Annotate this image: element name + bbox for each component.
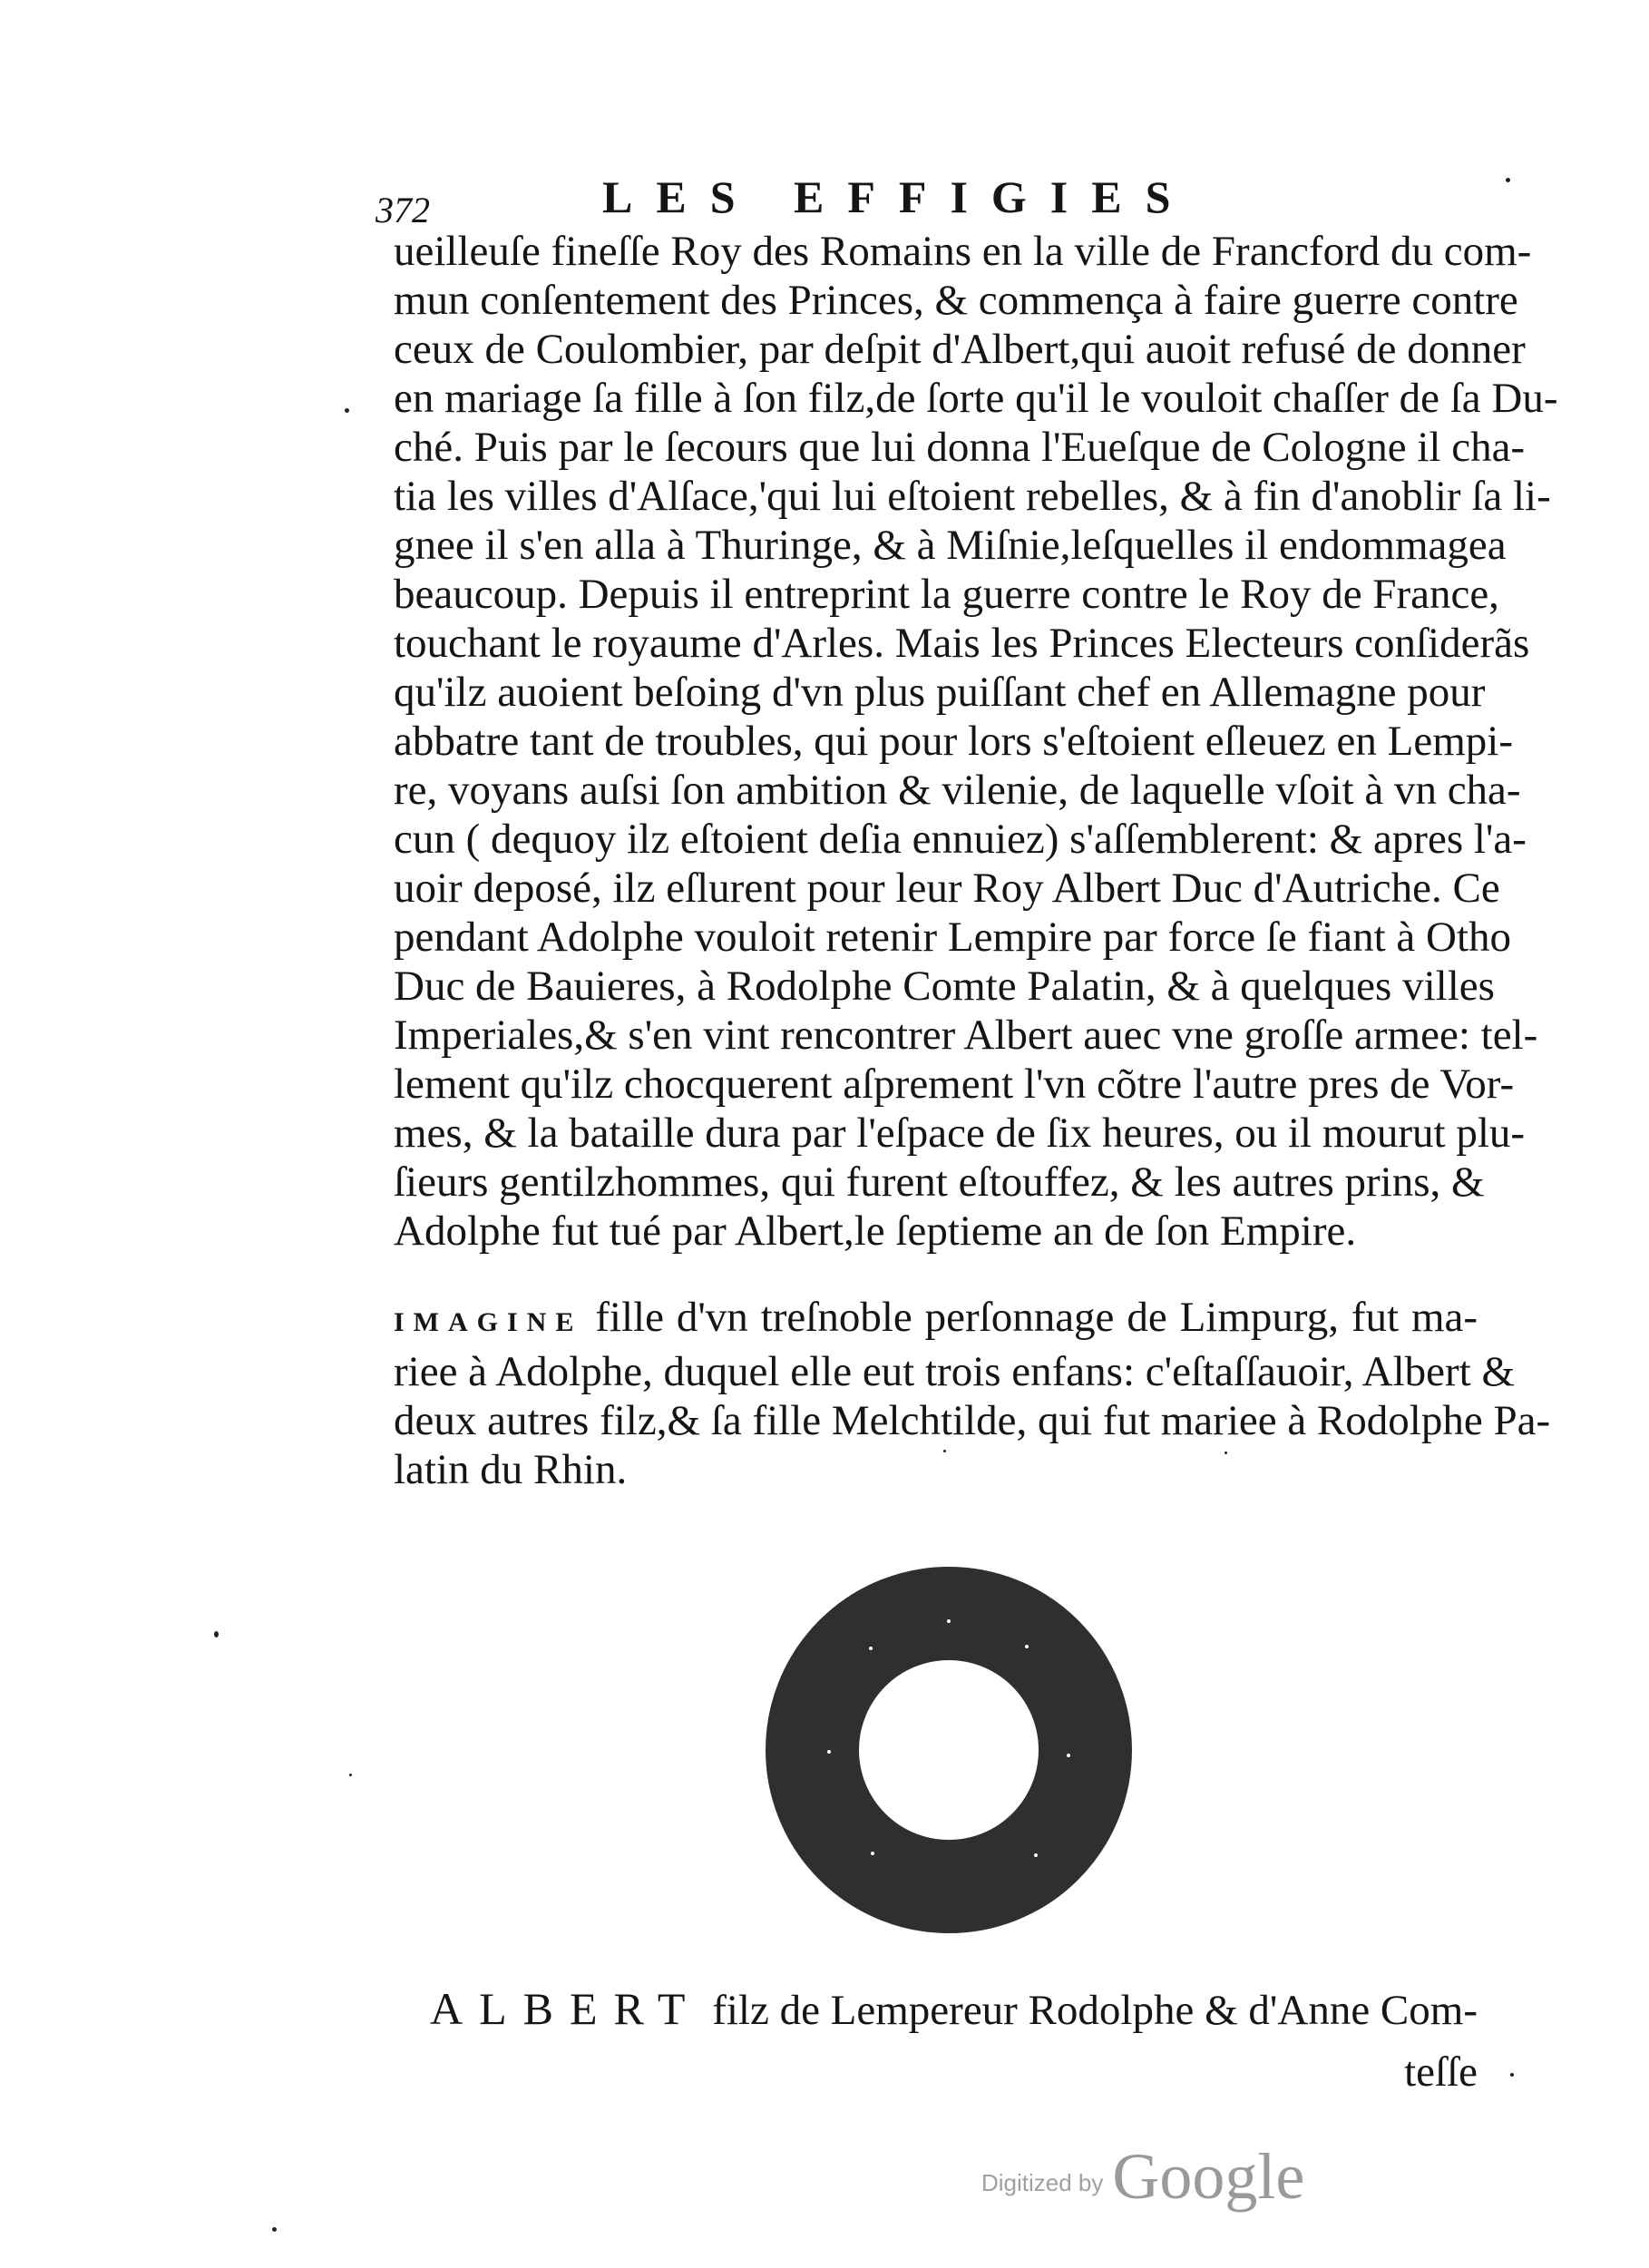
ink-speck <box>214 1631 219 1637</box>
text-line: qu'ilz auoient beſoing d'vn plus puiſſant chef en Allemagne pour <box>394 669 1486 716</box>
paragraph-imagine <box>394 1293 1551 1494</box>
text-line: latin du Rhin. <box>394 1446 628 1493</box>
text-line: Adolphe fut tué par Albert,le ſeptieme an de ſon Empire. <box>394 1207 1357 1255</box>
lead-word: IMAGINE <box>394 1307 583 1337</box>
text-line: Duc de Bauieres, à Rodolphe Comte Palatin, & à quelques villes <box>394 963 1495 1010</box>
ink-speck <box>349 1774 352 1776</box>
text-line: en mariage ſa fille à ſon filz,de ſorte qu'il le vouloit chaſſer de ſa Du- <box>394 375 1558 422</box>
text-line: touchant le royaume d'Arles. Mais les Princes Electeurs conſiderãs <box>394 620 1530 667</box>
text-line: pendant Adolphe vouloit retenir Lempire par force ſe fiant à Otho <box>394 914 1512 961</box>
text-line: cun ( dequoy ilz eſtoient deſia ennuiez) s'aſſemblerent: & apres l'a- <box>394 816 1527 863</box>
ink-speck <box>272 2227 277 2232</box>
portrait-medallion <box>764 1565 1134 1935</box>
ink-speck <box>1510 2073 1514 2077</box>
digitized-watermark <box>981 2139 1304 2214</box>
ink-speck <box>345 408 349 413</box>
text-line: lement qu'ilz chocquerent aſprement l'vn cõtre l'autre pres de Vor- <box>394 1061 1515 1108</box>
ink-speck <box>1225 1452 1227 1454</box>
caption-text: filz de Lempereur Rodolphe & d'Anne Com- <box>712 1987 1478 2034</box>
watermark-prefix: Digitized by <box>981 2169 1104 2196</box>
text-line: riee à Adolphe, duquel elle eut trois enfans: c'eſtaſſauoir, Albert & <box>394 1348 1516 1395</box>
text-line: Imperiales,& s'en vint rencontrer Albert auec vne groſſe armee: tel- <box>394 1012 1538 1059</box>
text-line: abbatre tant de troubles, qui pour lors s'eſtoient eſleuez en Lempi- <box>394 718 1513 765</box>
text-line: ceux de Coulombier, par deſpit d'Albert,qui auoit refusé de donner <box>394 326 1526 373</box>
ink-speck <box>943 1450 946 1452</box>
text-line: beaucoup. Depuis il entreprint la guerre contre le Roy de France, <box>394 571 1499 618</box>
running-title: LES EFFIGIES <box>602 171 1195 222</box>
page-number: 372 <box>376 190 430 230</box>
text-line: mun conſentement des Princes, & commença à faire guerre contre <box>394 277 1518 324</box>
watermark-brand: Google <box>1112 2140 1305 2213</box>
text-line: gnee il s'en alla à Thuringe, & à Miſnie,leſquelles il endommagea <box>394 522 1507 569</box>
text-line-first <box>394 1293 1478 1347</box>
medallion-blank-center <box>859 1660 1039 1840</box>
text-line: ché. Puis par le ſecours que lui donna l'Eueſque de Cologne il cha- <box>394 424 1526 471</box>
text-line: mes, & la bataille dura par l'eſpace de ſix heures, ou il mourut plu- <box>394 1110 1526 1157</box>
text-line: uoir deposé, ilz eſlurent pour leur Roy Albert Duc d'Autriche. Ce <box>394 865 1500 912</box>
paragraph-adolphe <box>394 227 1558 1256</box>
text-line: ueilleuſe fineſſe Roy des Romains en la ville de Francford du com- <box>394 228 1532 275</box>
text-line: re, voyans auſsi ſon ambition & vilenie, de laquelle vſoit à vn cha- <box>394 767 1521 814</box>
caption-lead-word: ALBERT <box>430 1983 702 2034</box>
text-line: ſieurs gentilzhommes, qui furent eſtouffez, & les autres prins, & <box>394 1158 1485 1206</box>
portrait-caption <box>430 1978 1478 2103</box>
text-run: fille d'vn treſnoble perſonnage de Limpurg, fut ma- <box>595 1294 1478 1341</box>
text-line: tia les villes d'Alſace,'qui lui eſtoient rebelles, & à fin d'anoblir ſa li- <box>394 473 1551 520</box>
page-header <box>376 161 1210 230</box>
ink-speck <box>1506 178 1510 182</box>
caption-text-continued: teſſe <box>1404 2048 1478 2096</box>
text-line: deux autres filz,& ſa fille Melchtilde, qui fut mariee à Rodolphe Pa- <box>394 1397 1551 1444</box>
